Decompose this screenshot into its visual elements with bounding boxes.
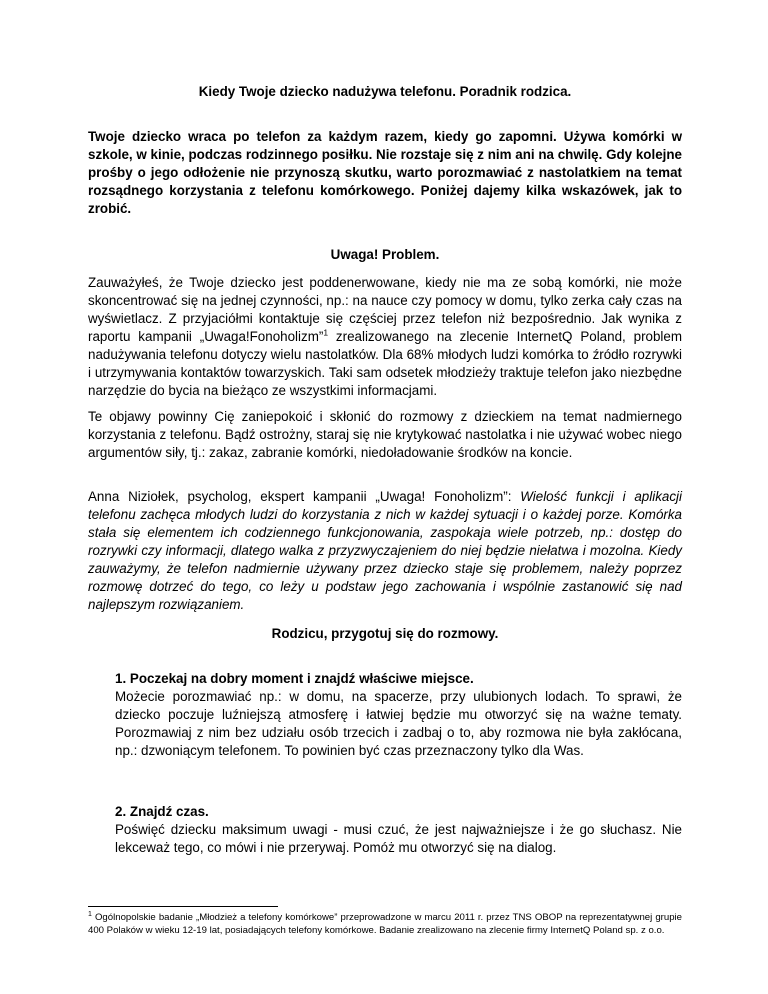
- footnote-ref: 1: [323, 327, 329, 338]
- problem-paragraph-2: Te objawy powinny Cię zaniepokoić i skłonić do rozmowy z dzieckiem na temat nadmiernego korzystania z telefonu. Bądź ostrożny, staraj się nie krytykować nastolatka i nie używać wobec niego argumentów siły, tj.: zakaz, zabranie komórki, niedoładowanie środków na koncie.: [88, 409, 682, 460]
- lead-paragraph: Twoje dziecko wraca po telefon za każdym razem, kiedy go zapomni. Używa komórki w szkole, w kinie, podczas rodzinnego posiłku. Nie rozstaje się z nim ani na chwilę. Gdy kolejne prośby o jego odłożenie nie przynoszą skutku, warto porozmawiać z nastolatkiem na temat rozsądnego korzystania z telefonu komórkowego. Poniżej dajemy kilka wskazówek, jak to zrobić.: [88, 129, 682, 216]
- problem-paragraph-1-text: Zauważyłeś, że Twoje dziecko jest poddenerwowane, kiedy nie ma ze sobą komórki, nie może skoncentrować się na jednej czynności, np.: na nauce czy pomocy w domu, tylko zerka cały czas na wyświetlacz. Z przyjaciółmi kontaktuje się częściej przez telefon niż bezpośrednio. Jak wynika z raportu kampanii „Uwaga!Fonoholizm”: [88, 275, 682, 344]
- tip-1: [115, 670, 682, 760]
- problem-paragraph-1-text-cont: zrealizowanego na zlecenie InternetQ Poland, problem nadużywania telefonu dotyczy wielu nastolatków. Dla 68% młodych ludzi komórka to źródło rozrywki i utrzymywania kontaktów towarzyskich. Taki sam odsetek młodzieży traktuje telefon jako niezbędne narzędzie do bycia na bieżąco ze wszystkimi informacjami.: [88, 329, 682, 398]
- section-heading-problem: Uwaga! Problem.: [330, 247, 440, 262]
- tip-1-text: Możecie porozmawiać np.: w domu, na spacerze, przy ulubionych lodach. To sprawi, że dziecko poczuje luźniejszą atmosferę i łatwiej będzie mu otworzyć się na ważne tematy. Porozmawiaj z nim bez udziału osób trzecich i zadbaj o to, aby rozmowa nie była zakłócana, np.: dzwoniącym telefonem. To powinien być czas przeznaczony tylko dla Was.: [115, 689, 682, 758]
- footnote-separator: [88, 906, 278, 907]
- tip-1-heading: 1. Poczekaj na dobry moment i znajdź właściwe miejsce.: [115, 671, 474, 686]
- expert-quote: Wielość funkcji i aplikacji telefonu zachęca młodych ludzi do korzystania z nich w każdej sytuacji i o każdej porze. Komórka stała się elementem ich codziennego funkcjonowania, zaspokaja wiele potrzeb, np.: dostęp do rozrywki czy informacji, dlatego walka z przyzwyczajeniem do niej będzie niełatwa i mozolna. Kiedy zauważymy, że telefon nadmiernie używany przez dziecko staje się problemem, należy poprzez rozmowę dotrzeć do tego, co leży u podstaw jego zachowania i wspólnie zastanowić się nad najlepszym rozwiązaniem.: [88, 489, 682, 612]
- problem-paragraph-1: [88, 274, 682, 400]
- tip-2-heading: 2. Znajdź czas.: [115, 804, 209, 819]
- section-heading-prepare: Rodzicu, przygotuj się do rozmowy.: [271, 626, 499, 641]
- expert-quote-paragraph: [88, 488, 682, 614]
- tip-2: [115, 803, 682, 857]
- footnote-text: Ogólnopolskie badanie „Młodzież a telefony komórkowe” przeprowadzone w marcu 2011 r. przez TNS OBOP na reprezentatywnej grupie 400 Polaków w wieku 12-19 lat, posiadających telefony komórkowe. Badanie zrealizowano na zlecenie firmy InternetQ Poland sp. z o.o.: [88, 912, 682, 936]
- document-title: Kiedy Twoje dziecko nadużywa telefonu. Poradnik rodzica.: [198, 84, 572, 99]
- tip-2-text: Poświęć dziecku maksimum uwagi - musi czuć, że jest najważniejsze i że go słuchasz. Nie lekceważ tego, co mówi i nie przerywaj. Pomóż mu otworzyć się na dialog.: [115, 822, 682, 855]
- footnote: [88, 911, 682, 937]
- footnote-number: 1: [88, 910, 92, 918]
- expert-intro: Anna Niziołek, psycholog, ekspert kampanii „Uwaga! Fonoholizm”:: [88, 489, 521, 504]
